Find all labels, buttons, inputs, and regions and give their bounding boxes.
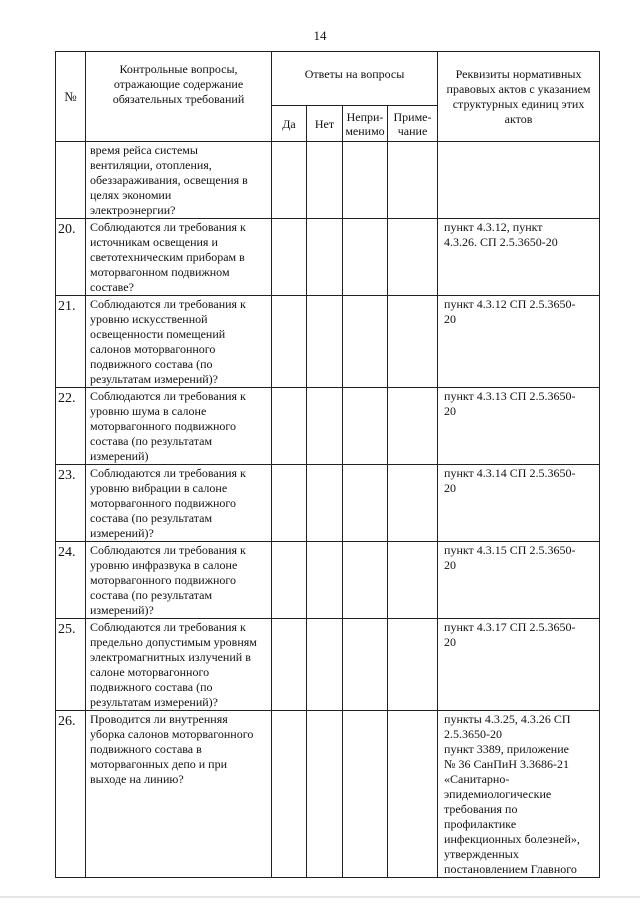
reference-line: пункт 4.3.12 СП 2.5.3650- (444, 297, 576, 311)
reference-line: инфекционных болезней», (444, 832, 580, 846)
header-number: № (56, 52, 86, 142)
reference-line: пункты 4.3.25, 4.3.26 СП (444, 712, 571, 726)
reference-cell (438, 465, 600, 542)
question-cell (86, 619, 272, 711)
question-line: уровню шума в салоне (90, 404, 207, 418)
question-line: уборка салонов моторвагонного (90, 727, 254, 741)
answer-na-cell[interactable] (343, 465, 388, 542)
question-line: уровню вибрации в салоне (90, 481, 228, 495)
question-line: моторвагонных депо и при (90, 757, 228, 771)
reference-line: требования по (444, 802, 518, 816)
reference-line: пункт 4.3.15 СП 2.5.3650- (444, 543, 576, 557)
question-cell (86, 219, 272, 296)
reference-line: утвержденных (444, 847, 519, 861)
reference-cell (438, 711, 600, 878)
header-no: Нет (307, 106, 343, 142)
question-line: моторвагонного подвижного (90, 496, 237, 510)
answer-no-cell[interactable] (307, 296, 343, 388)
question-line: Проводится ли внутренняя (90, 712, 228, 726)
checklist-body (56, 142, 600, 878)
scan-edge (0, 896, 640, 898)
answer-yes-cell[interactable] (272, 542, 307, 619)
table-row (56, 619, 600, 711)
question-line: освещенности помещений (90, 327, 226, 341)
question-line: электромагнитных излучений в (90, 650, 251, 664)
reference-line: пункт 4.3.17 СП 2.5.3650- (444, 620, 576, 634)
header-not-applicable: Непри-менимо (343, 106, 388, 142)
answer-yes-cell[interactable] (272, 142, 307, 219)
question-line: состава (по результатам (90, 434, 213, 448)
question-line: результатам измерений)? (90, 372, 218, 386)
answer-note-cell[interactable] (388, 142, 438, 219)
header-question: Контрольные вопросы, отражающие содержание обязательных требований (86, 52, 272, 142)
reference-line: 2.5.3650-20 (444, 727, 503, 741)
page-number: 14 (313, 28, 327, 43)
answer-no-cell[interactable] (307, 465, 343, 542)
question-line: Соблюдаются ли требования к (90, 220, 246, 234)
answer-no-cell[interactable] (307, 542, 343, 619)
question-line: моторвагонного подвижного (90, 573, 237, 587)
answer-yes-cell[interactable] (272, 619, 307, 711)
answer-na-cell[interactable] (343, 711, 388, 878)
reference-line: 20 (444, 558, 457, 572)
answer-na-cell[interactable] (343, 142, 388, 219)
row-number (56, 142, 86, 219)
checklist-table (55, 51, 600, 878)
reference-line: пункт 3389, приложение (444, 742, 569, 756)
row-number: 22. (56, 388, 86, 465)
reference-cell (438, 619, 600, 711)
row-number: 23. (56, 465, 86, 542)
question-line: салонов моторвагонного (90, 342, 216, 356)
answer-na-cell[interactable] (343, 542, 388, 619)
question-line: измерений)? (90, 526, 154, 540)
reference-line: 20 (444, 635, 457, 649)
question-line: время рейса системы (90, 143, 198, 157)
question-line: подвижного состава в (90, 742, 202, 756)
question-line: вентиляции, отопления, (90, 158, 212, 172)
table-row (56, 711, 600, 878)
table-row (56, 219, 600, 296)
answer-no-cell[interactable] (307, 388, 343, 465)
answer-note-cell[interactable] (388, 711, 438, 878)
header-yes: Да (272, 106, 307, 142)
row-number: 26. (56, 711, 86, 878)
answer-note-cell[interactable] (388, 619, 438, 711)
question-line: измерений) (90, 449, 149, 463)
question-line: целях экономии (90, 188, 172, 202)
header-reference: Реквизиты нормативных правовых актов с указанием структурных единиц этих актов (438, 52, 600, 142)
question-line: обеззараживания, освещения в (90, 173, 248, 187)
answer-note-cell[interactable] (388, 542, 438, 619)
table-row (56, 142, 600, 219)
question-line: моторвагонном подвижном (90, 265, 230, 279)
reference-line: пункт 4.3.14 СП 2.5.3650- (444, 466, 576, 480)
reference-line: эпидемиологические (444, 787, 552, 801)
reference-line: пункт 4.3.13 СП 2.5.3650- (444, 389, 576, 403)
question-cell (86, 465, 272, 542)
question-line: Соблюдаются ли требования к (90, 389, 246, 403)
table-row (56, 296, 600, 388)
question-line: измерений)? (90, 603, 154, 617)
answer-no-cell[interactable] (307, 219, 343, 296)
question-line: уровню инфразвука в салоне (90, 558, 238, 572)
question-cell (86, 542, 272, 619)
reference-line: постановлением Главного (444, 862, 577, 876)
reference-line: 20 (444, 481, 457, 495)
answer-note-cell[interactable] (388, 465, 438, 542)
answer-note-cell[interactable] (388, 219, 438, 296)
header-note: Приме-чание (388, 106, 438, 142)
answer-note-cell[interactable] (388, 388, 438, 465)
reference-line: «Санитарно- (444, 772, 510, 786)
question-line: электроэнергии? (90, 203, 176, 217)
question-line: салоне моторвагонного (90, 665, 210, 679)
reference-line: профилактике (444, 817, 517, 831)
question-line: подвижного состава (по (90, 680, 213, 694)
header-answers: Ответы на вопросы (272, 52, 438, 106)
row-number: 20. (56, 219, 86, 296)
table-row (56, 388, 600, 465)
reference-cell (438, 296, 600, 388)
question-line: выходе на линию? (90, 772, 184, 786)
reference-cell (438, 142, 600, 219)
question-cell (86, 388, 272, 465)
row-number: 25. (56, 619, 86, 711)
answer-na-cell[interactable] (343, 619, 388, 711)
question-cell (86, 142, 272, 219)
reference-line: № 36 СанПиН 3.3686-21 (444, 757, 569, 771)
answer-note-cell[interactable] (388, 296, 438, 388)
question-line: состава (по результатам (90, 511, 213, 525)
question-line: Соблюдаются ли требования к (90, 620, 246, 634)
answer-yes-cell[interactable] (272, 465, 307, 542)
answer-no-cell[interactable] (307, 619, 343, 711)
answer-yes-cell[interactable] (272, 296, 307, 388)
question-line: предельно допустимым уровням (90, 635, 257, 649)
row-number: 24. (56, 542, 86, 619)
question-line: состава (по результатам (90, 588, 213, 602)
reference-line: 20 (444, 312, 457, 326)
question-line: Соблюдаются ли требования к (90, 543, 246, 557)
reference-cell (438, 388, 600, 465)
question-line: подвижного состава (по (90, 357, 213, 371)
answer-yes-cell[interactable] (272, 711, 307, 878)
reference-cell (438, 542, 600, 619)
row-number: 21. (56, 296, 86, 388)
question-cell (86, 711, 272, 878)
question-line: составе? (90, 280, 134, 294)
table-row (56, 542, 600, 619)
question-line: Соблюдаются ли требования к (90, 297, 246, 311)
question-line: моторвагонного подвижного (90, 419, 237, 433)
answer-yes-cell[interactable] (272, 388, 307, 465)
answer-no-cell[interactable] (307, 711, 343, 878)
answer-na-cell[interactable] (343, 296, 388, 388)
question-line: уровню искусственной (90, 312, 208, 326)
reference-line: пункт 4.3.12, пункт (444, 220, 543, 234)
question-cell (86, 296, 272, 388)
question-line: источникам освещения и (90, 235, 218, 249)
table-row (56, 465, 600, 542)
answer-no-cell[interactable] (307, 142, 343, 219)
reference-line: 20 (444, 404, 457, 418)
reference-cell (438, 219, 600, 296)
question-line: результатам измерений)? (90, 695, 218, 709)
question-line: Соблюдаются ли требования к (90, 466, 246, 480)
answer-yes-cell[interactable] (272, 219, 307, 296)
question-line: светотехническим приборам в (90, 250, 245, 264)
answer-na-cell[interactable] (343, 388, 388, 465)
answer-na-cell[interactable] (343, 219, 388, 296)
reference-line: 4.3.26. СП 2.5.3650-20 (444, 235, 558, 249)
